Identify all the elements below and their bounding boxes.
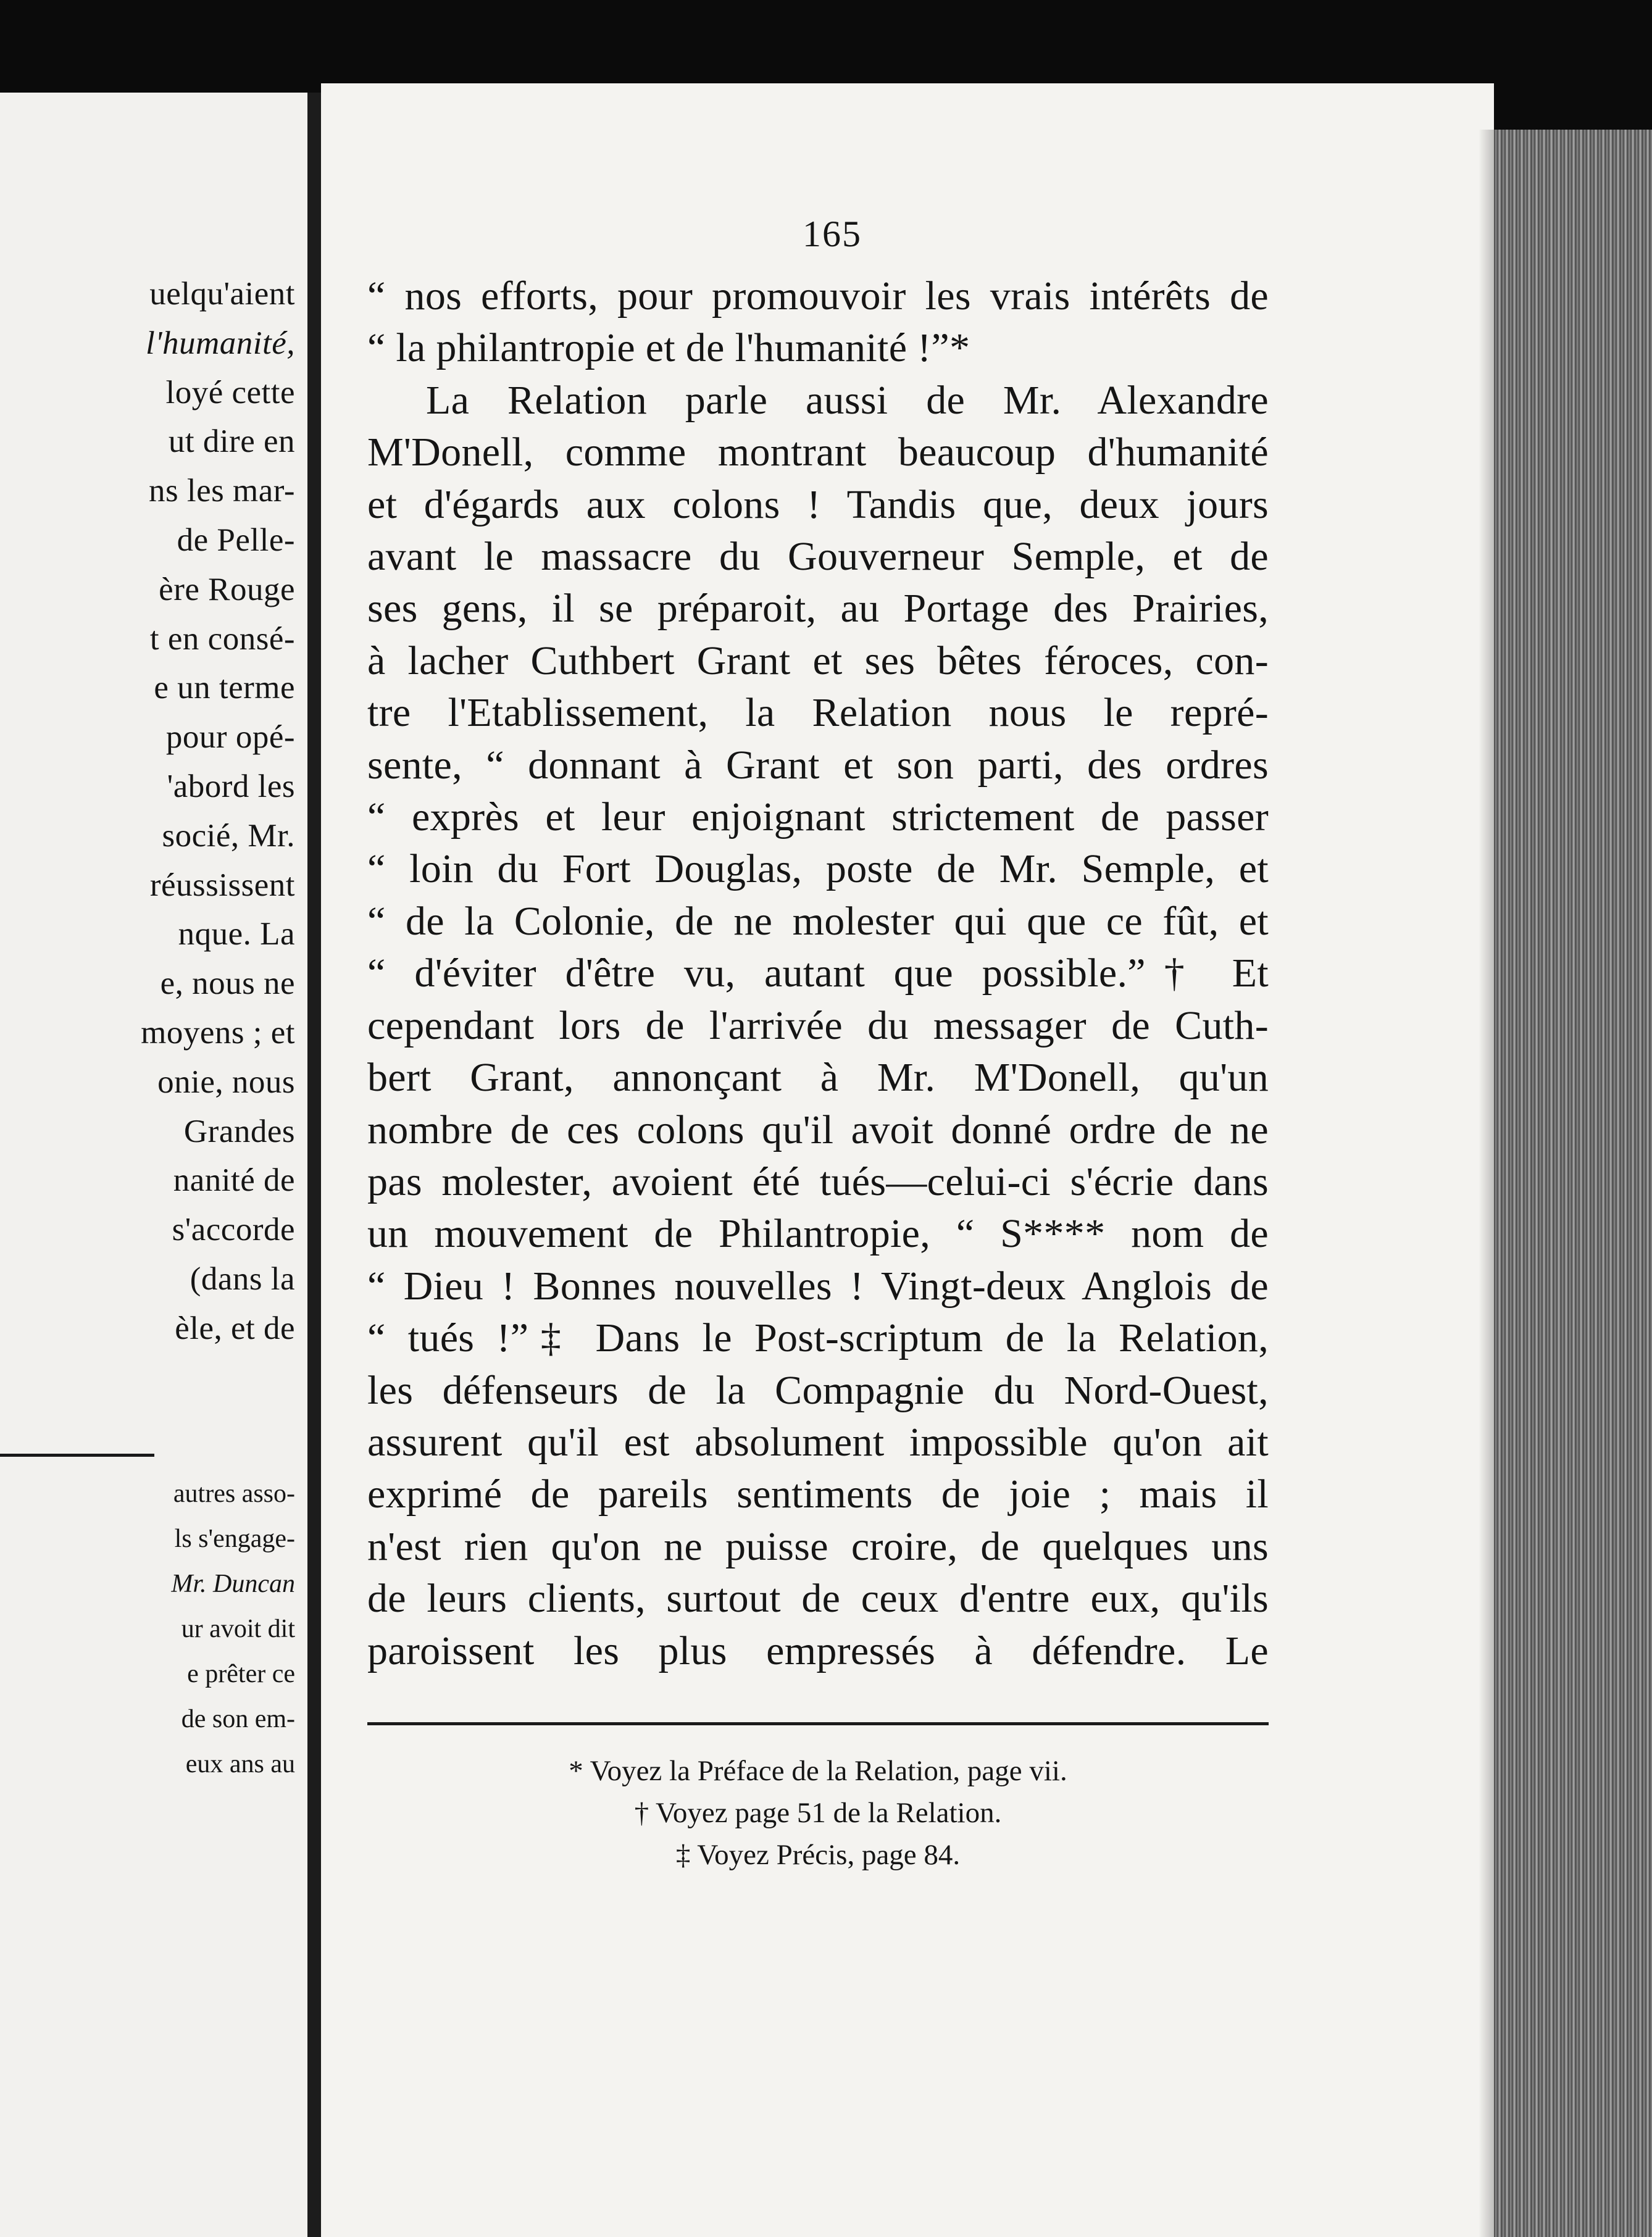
page-body-text [367,270,1269,1677]
left-page-line: uelqu'aient [149,276,295,312]
text-line: “ nos efforts, pour promouvoir les vrais intérêts de [367,273,1269,319]
text-line: “ exprès et leur enjoignant strictement de passer [367,794,1269,840]
text-line: tre l'Etablissement, la Relation nous le repré- [367,690,1269,736]
text-line: “ de la Colonie, de ne molester qui que ce fût, et [367,898,1269,944]
text-line: un mouvement de Philantropie, “ S**** nom de [367,1211,1269,1257]
text-line: cependant lors de l'arrivée du messager de Cuth- [367,1002,1269,1048]
text-line: ses gens, il se préparoit, au Portage des Prairies, [367,586,1269,631]
left-page-line: pour opé- [165,719,295,756]
left-page-line: e un terme [154,670,295,706]
text-line: n'est rien qu'on ne puisse croire, de quelques uns [367,1523,1269,1569]
text-line: pas molester, avoient été tués—celui-ci s'écrie dans [367,1159,1269,1204]
text-line: à lacher Cuthbert Grant et ses bêtes féroces, con- [367,638,1269,683]
left-page-line: ns les mar- [149,473,295,509]
left-page-line: s'accorde [172,1212,295,1248]
left-page-line: socié, Mr. [162,817,295,854]
text-line: bert Grant, annonçant à Mr. M'Donell, qu'un [367,1055,1269,1101]
text-line: sente, “ donnant à Grant et son parti, des ordres [367,742,1269,788]
footnotes [367,1750,1269,1876]
left-footnote-line: ur avoit dit [181,1615,295,1643]
footnote: † Voyez page 51 de la Relation. [634,1797,1002,1829]
book-gutter [307,93,321,2237]
text-line: exprimé de pareils sentiments de joie ; mais il [367,1472,1269,1517]
text-line: “ Dieu ! Bonnes nouvelles ! Vingt-deux Anglois de [367,1263,1269,1309]
left-page-line: réussissent [149,867,295,903]
left-page-line: èle, et de [175,1310,295,1346]
text-line: et d'égards aux colons ! Tandis que, deux jours [367,481,1269,527]
text-line: “ tués !”‡ Dans le Post-scriptum de la Relation, [367,1315,1269,1361]
left-page-line: nque. La [178,916,295,952]
left-page-line: 'abord les [167,769,295,804]
left-footnote-line: de son em- [181,1705,295,1733]
left-page-line: l'humanité, [145,325,295,361]
text-line: M'Donell, comme montrant beaucoup d'humanité [367,430,1269,475]
left-footnote-line: ls s'engage- [174,1525,295,1553]
footnote: ‡ Voyez Précis, page 84. [675,1839,961,1871]
text-line: La Relation parle aussi de Mr. Alexandre [426,377,1269,423]
text-line: “ d'éviter d'être vu, autant que possible.”† Et [367,951,1269,996]
left-page-line: de Pelle- [177,522,295,558]
text-line: les défenseurs de la Compagnie du Nord-Ouest, [367,1367,1269,1413]
text-line: “ loin du Fort Douglas, poste de Mr. Semple, et [367,846,1269,892]
text-line: assurent qu'il est absolument impossible qu'on ait [367,1419,1269,1465]
left-footnote-line: eux ans au [185,1750,295,1778]
left-page [0,93,307,2237]
left-page-line: Grandes [183,1113,295,1149]
left-page-line: onie, nous [157,1064,295,1100]
left-footnote-line: autres asso- [173,1480,295,1508]
footnote: * Voyez la Préface de la Relation, page vii. [569,1755,1067,1787]
text-line: de leurs clients, surtout de ceux d'entre eux, qu'ils [367,1576,1269,1622]
text-line: avant le massacre du Gouverneur Semple, et de [367,534,1269,580]
left-footnote-rule [0,1454,154,1457]
text-line: paroissent les plus empressés à défendre. Le [367,1628,1269,1673]
text-line: “ la philantropie et de l'humanité !”* [367,325,970,371]
left-footnote-line: e prêter ce [187,1660,295,1688]
book-page-edges [1494,130,1652,2237]
left-page-line: moyens ; et [141,1015,295,1051]
left-footnote-line: Mr. Duncan [171,1570,295,1598]
left-page-line: (dans la [190,1261,295,1297]
footnote-rule [367,1722,1269,1725]
text-line: nombre de ces colons qu'il avoit donné ordre de ne [367,1107,1269,1152]
page-number: 165 [803,214,862,254]
left-page-line: e, nous ne [160,965,295,1002]
left-page-line: loyé cette [165,374,295,410]
left-page-line: ère Rouge [159,571,295,607]
left-page-line: t en consé- [149,620,295,657]
left-page-line: ut dire en [168,423,295,460]
left-page-line: nanité de [173,1162,295,1199]
